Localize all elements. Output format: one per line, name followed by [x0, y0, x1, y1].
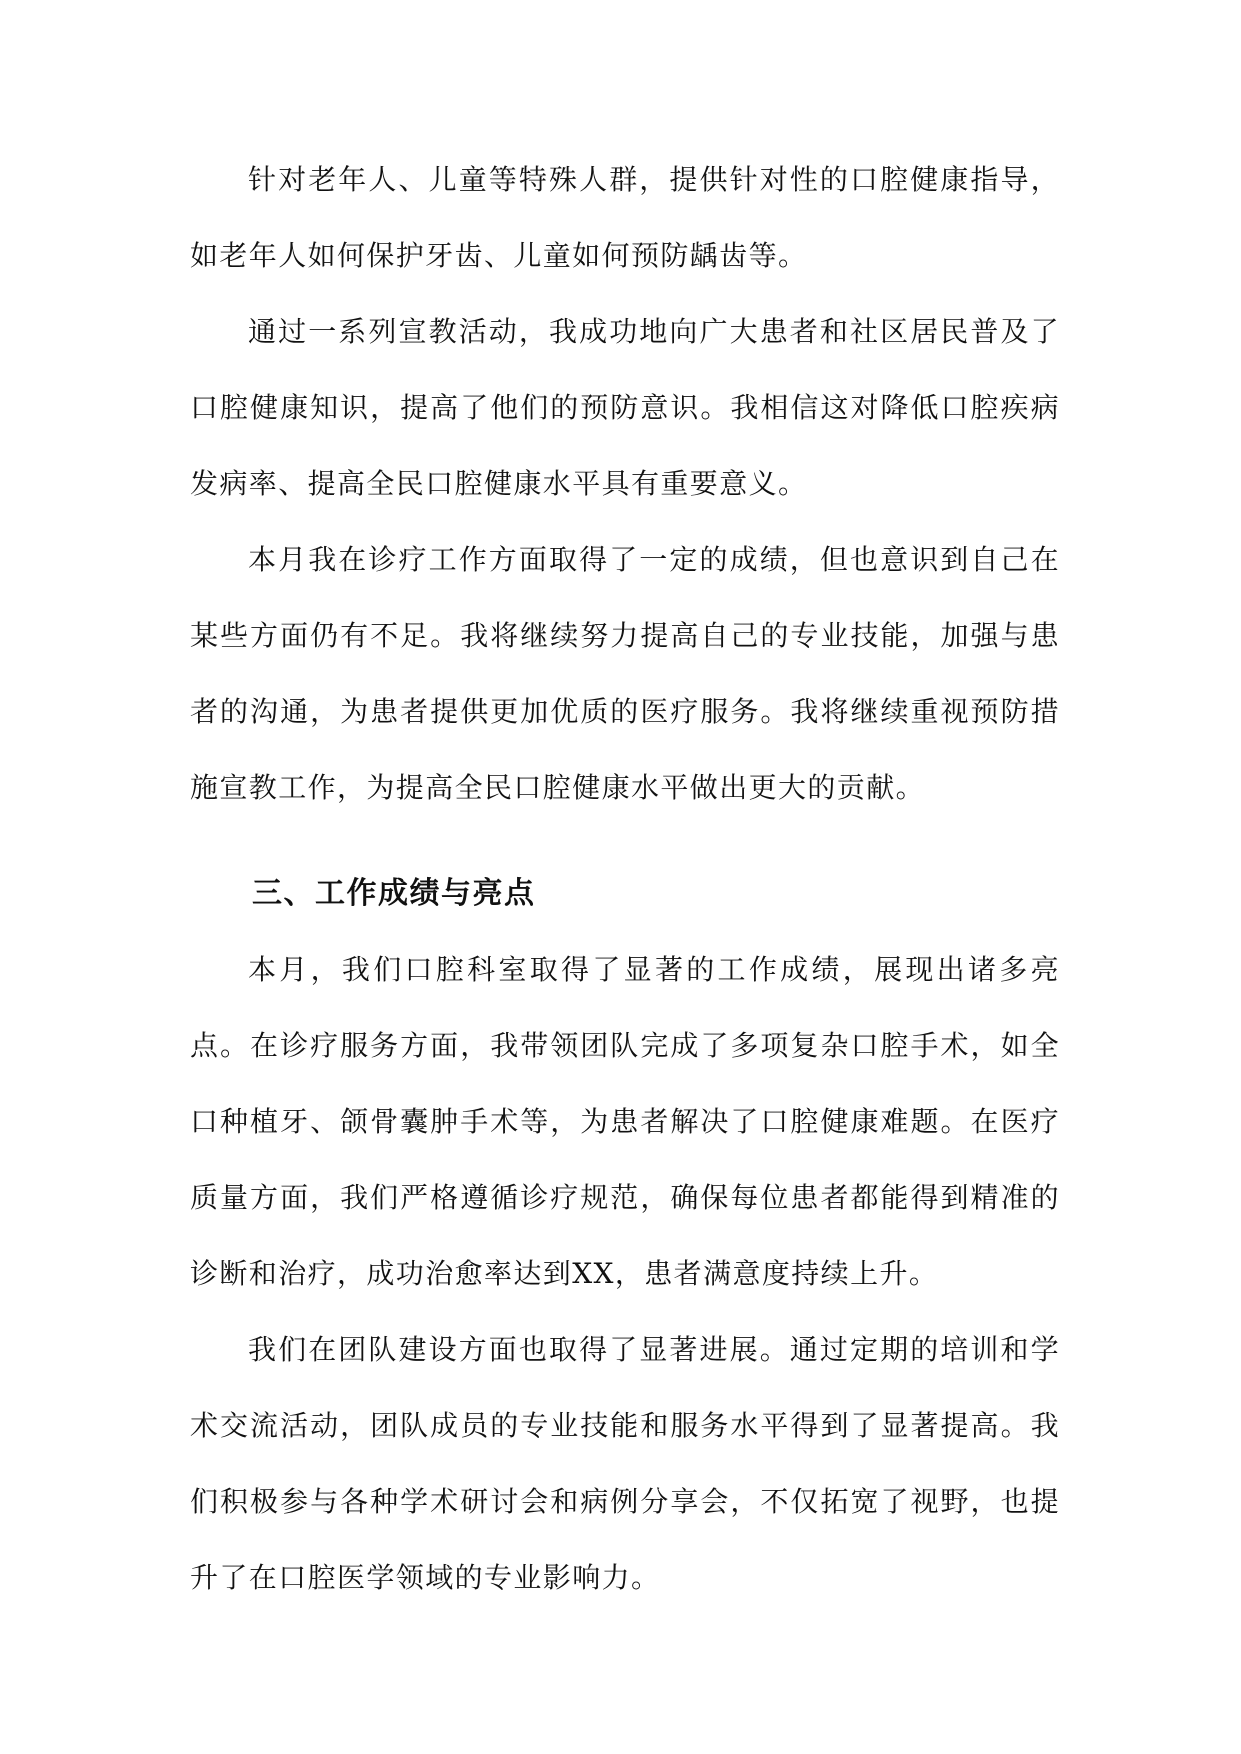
paragraph-special-groups: 针对老年人、儿童等特殊人群，提供针对性的口腔健康指导，如老年人如何保护牙齿、儿童如何预防龋齿等。 — [190, 163, 1060, 272]
paragraph-monthly-reflection: 本月我在诊疗工作方面取得了一定的成绩，但也意识到自己在某些方面仍有不足。我将继续努力提高自己的专业技能，加强与患者的沟通，为患者提供更加优质的医疗服务。我将继续重视预防措施宣教工作，为提高全民口腔健康水平做出更大的贡献。 — [190, 543, 1060, 804]
document-body — [190, 142, 1060, 1616]
paragraph-achievements: 本月，我们口腔科室取得了显著的工作成绩，展现出诸多亮点。在诊疗服务方面，我带领团队完成了多项复杂口腔手术，如全口种植牙、颌骨囊肿手术等，为患者解决了口腔健康难题。在医疗质量方面，我们严格遵循诊疗规范，确保每位患者都能得到精准的诊断和治疗，成功治愈率达到XX，患者满意度持续上升。 — [190, 953, 1060, 1290]
paragraph-team-building: 我们在团队建设方面也取得了显著进展。通过定期的培训和学术交流活动，团队成员的专业技能和服务水平得到了显著提高。我们积极参与各种学术研讨会和病例分享会，不仅拓宽了视野，也提升了在口腔医学领域的专业影响力。 — [190, 1333, 1060, 1594]
paragraph-education-results: 通过一系列宣教活动，我成功地向广大患者和社区居民普及了口腔健康知识，提高了他们的预防意识。我相信这对降低口腔疾病发病率、提高全民口腔健康水平具有重要意义。 — [190, 315, 1060, 500]
section-heading: 三、工作成绩与亮点 — [252, 876, 536, 911]
